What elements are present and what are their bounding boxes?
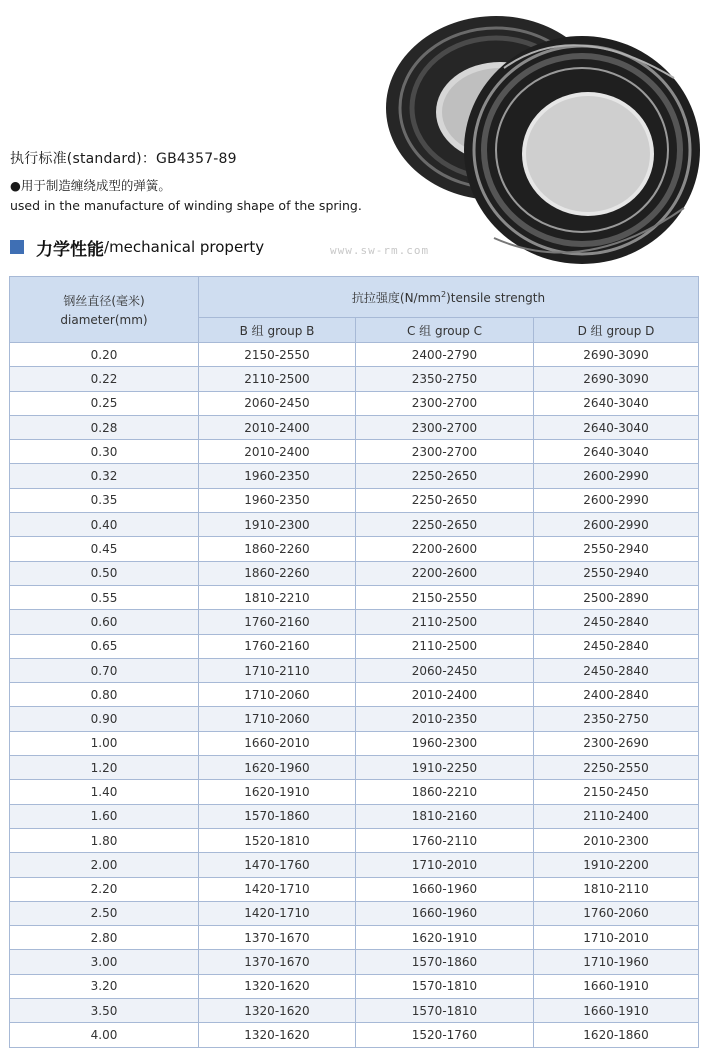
table-row	[10, 877, 699, 901]
group-c-cell: 2200-2600	[356, 537, 534, 561]
group-c-cell: 2110-2500	[356, 610, 534, 634]
table-row	[10, 658, 699, 682]
group-d-cell: 1620-1860	[534, 1023, 699, 1047]
table-row	[10, 756, 699, 780]
table-row	[10, 634, 699, 658]
group-c-cell: 2010-2350	[356, 707, 534, 731]
diameter-cell: 0.32	[10, 464, 199, 488]
group-b-cell: 2110-2500	[199, 367, 356, 391]
table-row	[10, 440, 699, 464]
diameter-cell: 3.20	[10, 974, 199, 998]
diameter-cell: 0.30	[10, 440, 199, 464]
usage-en-line: used in the manufacture of winding shape of the spring.	[10, 198, 362, 213]
group-b-cell: 1320-1620	[199, 999, 356, 1023]
group-b-cell: 1710-2060	[199, 683, 356, 707]
group-c-cell: 1910-2250	[356, 756, 534, 780]
group-c-cell: 2150-2550	[356, 585, 534, 609]
group-c-cell: 2300-2700	[356, 391, 534, 415]
section-title-zh: 力学性能	[36, 239, 104, 260]
group-c-cell: 1570-1860	[356, 950, 534, 974]
diameter-cell: 0.40	[10, 513, 199, 537]
group-d-cell: 1760-2060	[534, 901, 699, 925]
diameter-cell: 0.80	[10, 683, 199, 707]
group-d-cell: 1660-1910	[534, 999, 699, 1023]
diameter-cell: 1.80	[10, 828, 199, 852]
diameter-cell: 4.00	[10, 1023, 199, 1047]
group-c-cell: 1860-2210	[356, 780, 534, 804]
group-c-cell: 2250-2650	[356, 488, 534, 512]
group-b-cell: 1420-1710	[199, 901, 356, 925]
table-row	[10, 537, 699, 561]
group-d-cell: 2690-3090	[534, 367, 699, 391]
group-b-cell: 1620-1960	[199, 756, 356, 780]
table-row	[10, 367, 699, 391]
group-d-cell: 2450-2840	[534, 658, 699, 682]
group-d-cell: 2010-2300	[534, 828, 699, 852]
group-b-cell: 1570-1860	[199, 804, 356, 828]
group-d-cell: 2500-2890	[534, 585, 699, 609]
group-d-header: D 组 group D	[534, 318, 699, 343]
group-c-cell: 2010-2400	[356, 683, 534, 707]
group-b-cell: 1370-1670	[199, 950, 356, 974]
table-row	[10, 926, 699, 950]
group-b-cell: 1320-1620	[199, 1023, 356, 1047]
group-d-cell: 2150-2450	[534, 780, 699, 804]
group-c-cell: 2200-2600	[356, 561, 534, 585]
table-row	[10, 804, 699, 828]
diameter-cell: 1.60	[10, 804, 199, 828]
group-b-cell: 1420-1710	[199, 877, 356, 901]
group-b-cell: 1520-1810	[199, 828, 356, 852]
table-row	[10, 731, 699, 755]
diameter-cell: 0.35	[10, 488, 199, 512]
diameter-cell: 0.65	[10, 634, 199, 658]
group-c-cell: 2250-2650	[356, 513, 534, 537]
table-body	[10, 343, 699, 1048]
table-row	[10, 999, 699, 1023]
group-b-cell: 1810-2210	[199, 585, 356, 609]
group-c-cell: 1810-2160	[356, 804, 534, 828]
tensile-sup: 2	[440, 289, 447, 299]
group-d-cell: 2600-2990	[534, 513, 699, 537]
group-b-header: B 组 group B	[199, 318, 356, 343]
group-d-cell: 2450-2840	[534, 610, 699, 634]
group-c-cell: 1660-1960	[356, 877, 534, 901]
diameter-cell: 0.60	[10, 610, 199, 634]
diameter-header	[10, 277, 199, 343]
wire-coil-photo	[384, 8, 702, 268]
group-d-cell: 1660-1910	[534, 974, 699, 998]
diameter-cell: 2.50	[10, 901, 199, 925]
group-d-cell: 2640-3040	[534, 391, 699, 415]
group-c-cell: 1960-2300	[356, 731, 534, 755]
group-b-cell: 1960-2350	[199, 488, 356, 512]
group-b-cell: 1320-1620	[199, 974, 356, 998]
table-row	[10, 707, 699, 731]
group-b-cell: 1760-2160	[199, 634, 356, 658]
diameter-cell: 0.55	[10, 585, 199, 609]
group-b-cell: 2150-2550	[199, 343, 356, 367]
group-c-cell: 2060-2450	[356, 658, 534, 682]
section-square-icon	[10, 240, 24, 254]
table-row	[10, 415, 699, 439]
diameter-cell: 0.22	[10, 367, 199, 391]
table-row	[10, 780, 699, 804]
diameter-cell: 3.00	[10, 950, 199, 974]
group-d-cell: 1710-2010	[534, 926, 699, 950]
group-d-cell: 2250-2550	[534, 756, 699, 780]
group-c-cell: 2300-2700	[356, 415, 534, 439]
group-d-cell: 1810-2110	[534, 877, 699, 901]
table-row	[10, 828, 699, 852]
table-row	[10, 513, 699, 537]
group-d-cell: 2400-2840	[534, 683, 699, 707]
group-c-cell: 1760-2110	[356, 828, 534, 852]
group-d-cell: 2640-3040	[534, 440, 699, 464]
section-title-en: mechanical property	[109, 238, 265, 256]
group-c-cell: 2300-2700	[356, 440, 534, 464]
table-row	[10, 585, 699, 609]
group-b-cell: 1910-2300	[199, 513, 356, 537]
table-row	[10, 391, 699, 415]
group-b-cell: 1760-2160	[199, 610, 356, 634]
group-b-cell: 1370-1670	[199, 926, 356, 950]
group-b-cell: 1620-1910	[199, 780, 356, 804]
group-b-cell: 1860-2260	[199, 537, 356, 561]
group-c-cell: 1570-1810	[356, 999, 534, 1023]
group-b-cell: 2010-2400	[199, 415, 356, 439]
table-row	[10, 561, 699, 585]
tensile-prefix: 抗拉强度(N/mm	[351, 290, 441, 305]
diameter-cell: 1.40	[10, 780, 199, 804]
group-d-cell: 2640-3040	[534, 415, 699, 439]
table-row	[10, 950, 699, 974]
group-d-cell: 2600-2990	[534, 488, 699, 512]
group-c-cell: 2250-2650	[356, 464, 534, 488]
table-row	[10, 488, 699, 512]
table-row	[10, 974, 699, 998]
table-row	[10, 901, 699, 925]
table-row	[10, 610, 699, 634]
group-b-cell: 2010-2400	[199, 440, 356, 464]
tensile-suffix: )tensile strength	[446, 290, 546, 305]
diameter-cell: 0.50	[10, 561, 199, 585]
diameter-cell: 0.90	[10, 707, 199, 731]
group-b-cell: 1710-2110	[199, 658, 356, 682]
group-b-cell: 1860-2260	[199, 561, 356, 585]
diameter-cell: 1.00	[10, 731, 199, 755]
tensile-header	[199, 277, 699, 318]
group-c-cell: 1570-1810	[356, 974, 534, 998]
diameter-cell: 1.20	[10, 756, 199, 780]
diameter-header-en: diameter(mm)	[60, 313, 148, 327]
group-d-cell: 2450-2840	[534, 634, 699, 658]
diameter-cell: 0.20	[10, 343, 199, 367]
diameter-cell: 2.20	[10, 877, 199, 901]
group-b-cell: 1960-2350	[199, 464, 356, 488]
standard-line: 执行标准(standard)：GB4357-89	[10, 151, 237, 167]
group-d-cell: 2350-2750	[534, 707, 699, 731]
group-d-cell: 2110-2400	[534, 804, 699, 828]
table-row	[10, 683, 699, 707]
table-row	[10, 1023, 699, 1047]
group-c-cell: 2350-2750	[356, 367, 534, 391]
group-b-cell: 1660-2010	[199, 731, 356, 755]
group-c-cell: 2110-2500	[356, 634, 534, 658]
group-d-cell: 2550-2940	[534, 537, 699, 561]
group-c-cell: 1710-2010	[356, 853, 534, 877]
group-d-cell: 2690-3090	[534, 343, 699, 367]
group-d-cell: 2550-2940	[534, 561, 699, 585]
group-c-cell: 1660-1960	[356, 901, 534, 925]
section-title-sep: /	[104, 238, 110, 256]
diameter-cell: 0.70	[10, 658, 199, 682]
section-heading	[10, 236, 264, 258]
diameter-cell: 0.28	[10, 415, 199, 439]
group-c-cell: 1520-1760	[356, 1023, 534, 1047]
diameter-header-zh: 钢丝直径(毫米)	[63, 294, 145, 308]
group-c-header: C 组 group C	[356, 318, 534, 343]
group-b-cell: 2060-2450	[199, 391, 356, 415]
group-c-cell: 1620-1910	[356, 926, 534, 950]
diameter-cell: 0.45	[10, 537, 199, 561]
table-row	[10, 853, 699, 877]
table-row	[10, 343, 699, 367]
diameter-cell: 3.50	[10, 999, 199, 1023]
diameter-cell: 2.00	[10, 853, 199, 877]
group-b-cell: 1710-2060	[199, 707, 356, 731]
mechanical-property-table	[9, 276, 699, 1048]
watermark: www.sw-rm.com	[330, 244, 430, 257]
diameter-cell: 2.80	[10, 926, 199, 950]
group-c-cell: 2400-2790	[356, 343, 534, 367]
group-b-cell: 1470-1760	[199, 853, 356, 877]
usage-zh-line: ●用于制造缠绕成型的弹簧。	[10, 178, 171, 193]
diameter-cell: 0.25	[10, 391, 199, 415]
group-d-cell: 2600-2990	[534, 464, 699, 488]
group-d-cell: 2300-2690	[534, 731, 699, 755]
table-row	[10, 464, 699, 488]
group-d-cell: 1710-1960	[534, 950, 699, 974]
group-d-cell: 1910-2200	[534, 853, 699, 877]
